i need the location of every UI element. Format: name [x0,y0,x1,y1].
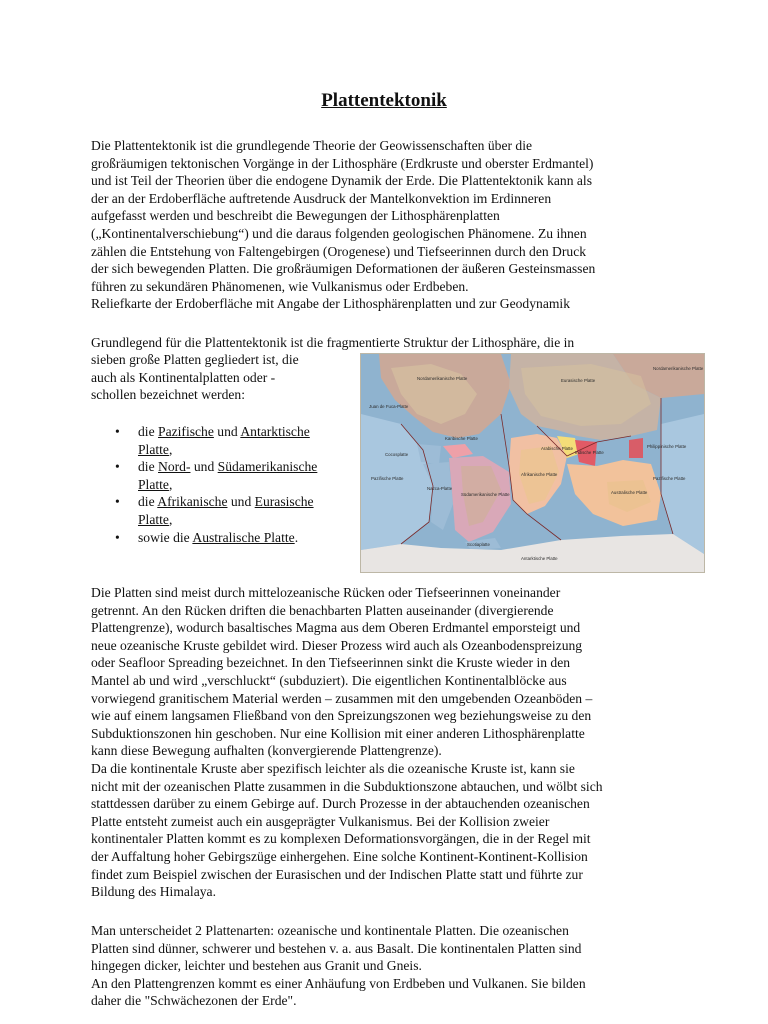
plate-types-paragraph [91,922,687,1010]
label-pazifische-e: Pazifische Platte [371,476,404,481]
label-juan-de-fuca: Juan de Fuca-Platte [369,404,409,409]
list-item-text: und [190,459,218,475]
label-eurasische: Eurasische Platte [561,378,596,383]
list-item-text: und [227,494,255,510]
intro-line: zählen die Entstehung von Faltengebirgen (Orogenese) und Tiefseerinnen durch den Druck [91,243,587,259]
link-suedamerikanische[interactable]: Südamerikanische [217,459,318,475]
link-eurasische[interactable]: Eurasische [254,494,314,510]
label-suedamerikanische: Südamerikanische Platte [461,492,510,497]
link-antarktische-platte[interactable]: Platte [138,441,169,457]
text-line: neue ozeanische Kruste gebildet wird. Dieser Prozess wird auch als Ozeanbodenspreizung [91,637,583,653]
list-item-text: . [294,529,299,545]
label-cocosplatte: Cocosplatte [385,452,409,457]
text-line: Plattengrenze), wodurch basaltisches Magma aus dem Oberen Erdmantel emporsteigt und [91,620,581,636]
intro-line: aufgefasst werden und beschreibt die Bewegungen der Lithosphärenplatten [91,208,500,224]
label-nazca: Nazca-Platte [427,486,453,491]
list-item-text: sowie die [138,529,193,545]
list-item [91,529,351,547]
boundaries-paragraph [91,584,687,901]
structure-left-text [91,351,341,404]
structure-line: sieben große Platten gegliedert ist, die [91,352,299,367]
text-line: kann diese Bewegung aufhalten (konvergierende Plattengrenze). [91,743,442,759]
text-line: Platten sind dünner, schwerer und bestehen v. a. aus Basalt. Die kontinentalen Platten sind [91,940,582,956]
list-item [91,458,351,493]
intro-line: und ist Teil der Theorien über die endogene Dynamik der Erde. Die Plattentektonik kann als [91,173,592,189]
list-item-text: , [168,511,173,527]
text-line: Mantel ab und wird „verschluckt“ (subduziert). Die eigentlichen Kontinentalblöcke aus [91,672,567,688]
list-item-text: , [168,441,173,457]
text-line: Die Platten sind meist durch mittelozeanische Rücken oder Tiefseerinnen voneinander [91,585,561,600]
text-line: daher die "Schwächezonen der Erde". [91,993,297,1009]
text-line: Subduktionszonen hin geschoben. Nur eine Kollision mit einer anderen Lithosphärenplatte [91,725,585,741]
text-line: wie auf einem langsamen Fließband von den Spreizungszonen weg beziehungsweise zu den [91,708,592,724]
list-item-text: , [168,476,173,492]
label-philippinische: Philippinische Platte [647,444,687,449]
intro-line: Die Plattentektonik ist die grundlegende Theorie der Geowissenschaften über die [91,138,533,153]
list-item-text: die [138,494,158,510]
map-philippine-plate [629,438,643,458]
link-australische-platte[interactable]: Australische Platte [192,529,295,545]
text-line: der Auffaltung hoher Gebirgszüge einhergehen. Eine solche Kontinent-Kontinent-Kollision [91,848,588,864]
label-nordamerikanische-ost: Nordamerikanische Platte [653,366,704,371]
structure-line: schollen bezeichnet werden: [91,387,245,403]
map-caption-line: Reliefkarte der Erdoberfläche mit Angabe der Lithosphärenplatten und zur Geodynamik [91,296,571,312]
label-indische: Indische Platte [575,450,604,455]
link-eurasische-platte[interactable]: Platte [138,511,169,527]
text-line: Bildung des Himalaya. [91,884,216,900]
label-afrikanische: Afrikanische Platte [521,472,558,477]
link-antarktische[interactable]: Antarktische [240,424,310,439]
text-line: oder Seafloor Spreading bezeichnet. In den Tiefseerinnen sinkt die Kruste wieder in den [91,655,571,671]
link-suedamerikanische-platte[interactable]: Platte [138,476,169,492]
list-item-text: die [138,424,159,439]
label-pazifische-w: Pazifische Platte [653,476,686,481]
structure-intro-line: Grundlegend für die Plattentektonik ist die fragmentierte Struktur der Lithosphäre, die in [91,335,575,350]
intro-line: führen zu sekundären Phänomenen, wie Vulkanismus oder Erdbeben. [91,278,469,294]
link-afrikanische[interactable]: Afrikanische [157,494,228,510]
text-line: nicht mit der ozeanischen Platte zusammen in die Subduktionszone abtauchen, und wölbt sich [91,778,603,794]
plates-list [91,423,351,546]
text-line: getrennt. An den Rücken driften die benachbarten Platten auseinander (divergierende [91,602,554,618]
text-line: Da die kontinentale Kruste aber spezifisch leichter als die ozeanische Kruste ist, kann sie [91,760,575,776]
intro-paragraph [91,137,687,313]
text-line: Man unterscheidet 2 Plattenarten: ozeanische und kontinentale Platten. Die ozeanischen [91,923,569,938]
label-nordamerikanische: Nordamerikanische Platte [417,376,468,381]
text-line: vorwiegend granitischem Material werden – zusammen mit den umgebenden Ozeanböden – [91,690,593,706]
text-line: kontinentaler Platten kommt es zu komplexen Deformationsvorgängen, die in der Regel mit [91,831,591,847]
text-line: hingegen dicker, leichter und bestehen aus Granit und Gneis. [91,958,422,974]
structure-line: auch als Kontinentalplatten oder - [91,369,276,385]
intro-line: („Kontinentalverschiebung“) und die daraus folgenden geologischen Phänomene. Zu ihnen [91,225,587,241]
text-line: stattdessen darüber zu einem Gebirge auf. Durch Prozesse in der abtauchenden ozeanischen [91,796,590,812]
list-item [91,493,351,528]
text-line: findet zum Beispiel zwischen der Eurasischen und der Indischen Platte statt und führte zur [91,866,583,882]
intro-line: der an der Erdoberfläche auftretende Ausdruck der Mantelkonvektion im Erdinneren [91,190,552,206]
label-karibische: Karibische Platte [445,436,478,441]
link-nord[interactable]: Nord- [158,459,191,475]
list-item [91,423,351,458]
intro-line: der sich bewegenden Platten. Die großräumigen Deformationen der äußeren Gesteinsmassen [91,261,596,277]
list-item-text: und [213,424,241,439]
label-antarktische: Antarktische Platte [521,556,558,561]
text-line: Platte entsteht zumeist auch ein ausgeprägter Vulkanismus. Bei der Kollision zweier [91,813,550,829]
map-graphic [361,354,704,572]
list-item-text: die [138,459,159,475]
intro-line: großräumigen tektonischen Vorgänge in der Lithosphäre (Erdkruste und oberster Erdmantel) [91,155,594,171]
label-scotia: Scotiaplatte [467,542,490,547]
plate-tectonics-map [360,353,705,573]
link-pazifische[interactable]: Pazifische [158,424,214,439]
label-arabische: Arabische Platte [541,446,573,451]
page-title: Plattentektonik [321,90,447,111]
text-line: An den Plattengrenzen kommt es einer Anhäufung von Erdbeben und Vulkanen. Sie bilden [91,975,586,991]
label-australische: Australische Platte [611,490,648,495]
